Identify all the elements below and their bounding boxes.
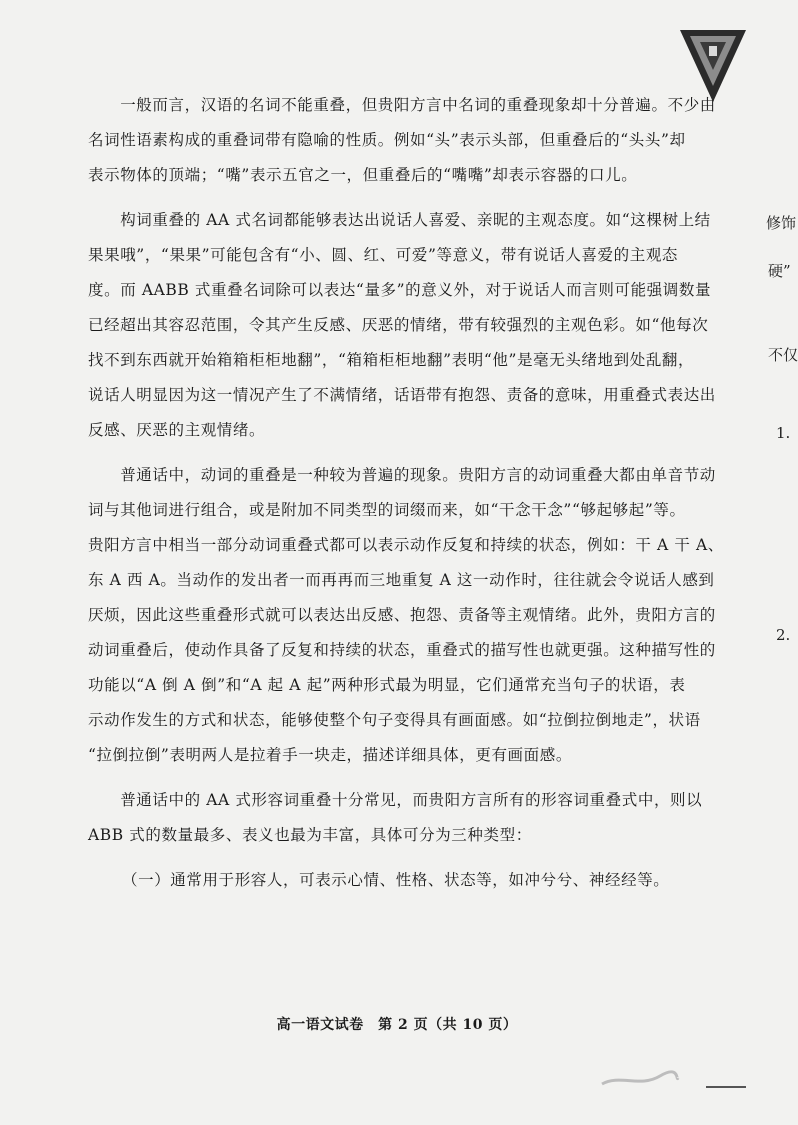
text-line: 表示物体的顶端；“嘴”表示五官之一，但重叠后的“嘴嘴”却表示容器的口儿。: [88, 166, 638, 184]
text-line: ABB 式的数量最多、表义也最为丰富，具体可分为三种类型：: [88, 826, 532, 844]
scan-smudge-mark: [600, 1070, 680, 1090]
text-line: 反感、厌恶的主观情绪。: [88, 421, 266, 439]
text-line: 功能以“A 倒 A 倒”和“A 起 A 起”两种形式最为明显，它们通常充当句子的状语，表: [88, 676, 686, 694]
text-line: 已经超出其容忍范围，令其产生反感、厌恶的情绪，带有较强烈的主观色彩。如“他每次: [88, 316, 709, 334]
margin-question-number-1: 1.: [776, 424, 791, 442]
scan-line-mark: [706, 1086, 746, 1088]
text-line: 厌烦，因此这些重叠形式就可以表达出反感、抱怨、责备等主观情绪。此外，贵阳方言的: [88, 606, 716, 624]
article-body: [88, 88, 724, 898]
margin-question-number-2: 2.: [776, 626, 791, 644]
text-line: 构词重叠的 AA 式名词都能够表达出说话人喜爱、亲昵的主观态度。如“这棵树上结: [88, 211, 711, 229]
text-line: 名词性语素构成的重叠词带有隐喻的性质。例如“头”表示头部，但重叠后的“头头”却: [88, 131, 686, 149]
paragraph-1: [88, 88, 716, 193]
paragraph-2: [88, 203, 716, 448]
page-footer: 高一语文试卷 第 2 页（共 10 页）: [276, 1017, 518, 1033]
paragraph-4: [88, 783, 703, 853]
text-line: 动词重叠后，使动作具备了反复和持续的状态，重叠式的描写性也就更强。这种描写性的: [88, 641, 716, 659]
margin-fragment-third: 不仅: [768, 346, 798, 364]
list-item-type-one: （一）通常用于形容人，可表示心情、性格、状态等，如冲兮兮、神经经等。: [122, 871, 670, 889]
text-line: 词与其他词进行组合，或是附加不同类型的词缀而来，如“干念干念”“够起够起”等。: [88, 501, 686, 519]
text-line: 度。而 AABB 式重叠名词除可以表达“量多”的意义外，对于说话人而言则可能强调数量: [88, 281, 712, 299]
text-line: 示动作发生的方式和状态，能够使整个句子变得具有画面感。如“拉倒拉倒地走”，状语: [88, 711, 701, 729]
text-line: 一般而言，汉语的名词不能重叠，但贵阳方言中名词的重叠现象却十分普遍。不少由: [88, 96, 716, 114]
text-line: “拉倒拉倒”表明两人是拉着手一块走，描述详细具体，更有画面感。: [88, 746, 572, 764]
margin-fragment-top: 修饰: [766, 214, 797, 232]
margin-fragment-second: 硬”: [768, 262, 791, 280]
text-line: 贵阳方言中相当一部分动词重叠式都可以表示动作反复和持续的状态，例如：干 A 干 A、: [88, 536, 724, 554]
text-line: 果果哦”，“果果”可能包含有“小、圆、红、可爱”等意义，带有说话人喜爱的主观态: [88, 246, 679, 264]
text-line: 说话人明显因为这一情况产生了不满情绪，话语带有抱怨、责备的意味，用重叠式表达出: [88, 386, 716, 404]
text-line: 普通话中的 AA 式形容词重叠十分常见，而贵阳方言所有的形容词重叠式中，则以: [88, 791, 703, 809]
text-line: 东 A 西 A。当动作的发出者一而再再而三地重复 A 这一动作时，往往就会令说话人感到: [88, 571, 715, 589]
text-line: 找不到东西就开始箱箱柜柜地翻”，“箱箱柜柜地翻”表明“他”是毫无头绪地到处乱翻，: [88, 351, 695, 369]
text-line: 普通话中，动词的重叠是一种较为普遍的现象。贵阳方言的动词重叠大都由单音节动: [88, 466, 716, 484]
paragraph-3: [88, 458, 724, 773]
